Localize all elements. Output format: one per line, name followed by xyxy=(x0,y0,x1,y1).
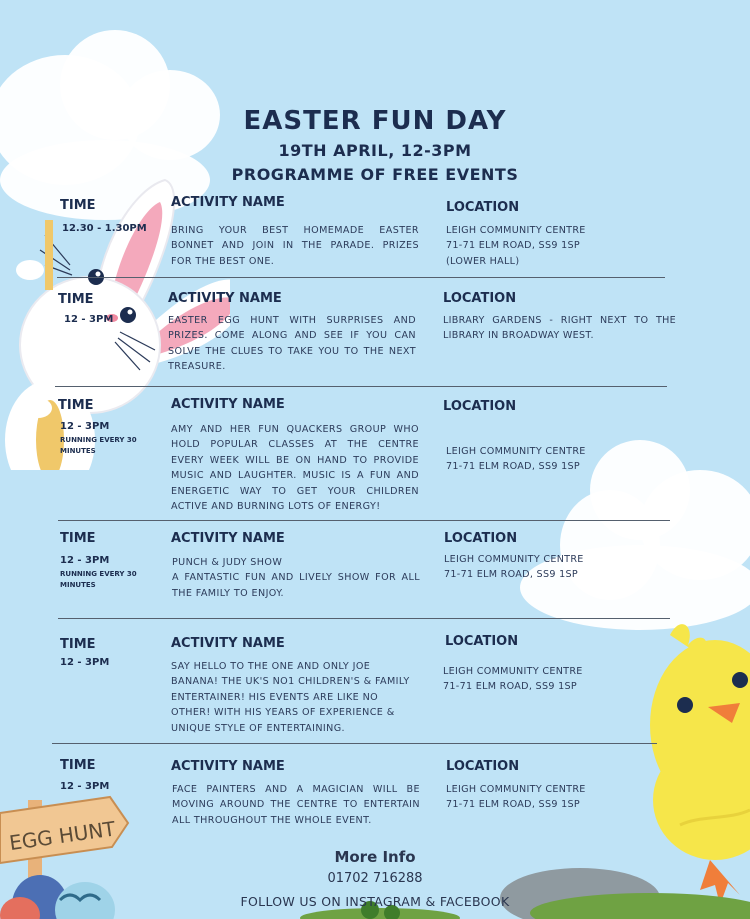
activity-header: ACTIVITY NAME xyxy=(171,397,285,412)
event-description: EASTER EGG HUNT WITH SURPRISES AND PRIZES. COME ALONG AND SEE IF YOU CAN SOLVE THE CLUES TO TAKE YOU TO THE NEXT TREASURE. xyxy=(168,315,416,373)
event-time: 12 - 3PM xyxy=(60,421,110,432)
location-header: LOCATION xyxy=(445,634,519,649)
activity-header: ACTIVITY NAME xyxy=(171,759,285,774)
activity-header: ACTIVITY NAME xyxy=(171,636,285,651)
phone-number[interactable]: 01702 716288 xyxy=(327,871,423,886)
event-description: SAY HELLO TO THE ONE AND ONLY JOE BANANA! THE UK'S NO1 CHILDREN'S & FAMILY ENTERTAINER! HIS EVENTS ARE LIKE NO OTHER! WITH HIS YEARS OF EXPERIENCE & UNIQUE STYLE OF ENTERTAINING. xyxy=(171,661,410,734)
location-header: LOCATION xyxy=(446,200,520,215)
event-description: AMY AND HER FUN QUACKERS GROUP WHO HOLD POPULAR CLASSES AT THE CENTRE EVERY WEEK WILL BE ON HAND TO PROVIDE MUSIC AND LAUGHTER. MUSIC IS A FUN AND ENERGETIC WAY TO GET YOUR CHILDREN ACTIVE AND BURNING LOTS OF ENERGY! xyxy=(171,424,419,513)
location-header: LOCATION xyxy=(443,291,517,306)
event-description: PUNCH & JUDY SHOW A FANTASTIC FUN AND LIVELY SHOW FOR ALL THE FAMILY TO ENJOY. xyxy=(172,557,420,599)
time-header: TIME xyxy=(60,198,96,213)
activity-header: ACTIVITY NAME xyxy=(171,195,285,210)
event-location: LEIGH COMMUNITY CENTRE 71-71 ELM ROAD, SS9 1SP xyxy=(443,666,583,693)
time-header: TIME xyxy=(60,758,96,773)
event-note: RUNNING EVERY 30 MINUTES xyxy=(60,570,137,589)
location-header: LOCATION xyxy=(446,759,520,774)
page-subtitle: PROGRAMME OF FREE EVENTS xyxy=(231,165,519,184)
event-description: BRING YOUR BEST HOMEMADE EASTER BONNET AND JOIN IN THE PARADE. PRIZES FOR THE BEST ONE. xyxy=(171,225,419,267)
time-header: TIME xyxy=(58,292,94,307)
activity-header: ACTIVITY NAME xyxy=(171,531,285,546)
divider xyxy=(58,520,670,521)
time-header: TIME xyxy=(60,637,96,652)
event-note: RUNNING EVERY 30 MINUTES xyxy=(60,436,137,455)
more-info-heading: More Info xyxy=(334,848,416,866)
event-location: LEIGH COMMUNITY CENTRE 71-71 ELM ROAD, SS9 1SP (LOWER HALL) xyxy=(446,225,586,267)
social-follow-text: FOLLOW US ON INSTAGRAM & FACEBOOK xyxy=(240,894,510,909)
event-location: LEIGH COMMUNITY CENTRE 71-71 ELM ROAD, SS9 1SP xyxy=(444,554,584,581)
location-header: LOCATION xyxy=(444,531,518,546)
event-time: 12 - 3PM xyxy=(60,657,110,668)
location-header: LOCATION xyxy=(443,399,517,414)
page-title: EASTER FUN DAY xyxy=(243,106,507,136)
event-time: 12 - 3PM xyxy=(60,781,110,792)
event-location: LIBRARY GARDENS - RIGHT NEXT TO THE LIBRARY IN BROADWAY WEST. xyxy=(443,315,676,342)
grass xyxy=(300,858,750,919)
event-location: LEIGH COMMUNITY CENTRE 71-71 ELM ROAD, SS9 1SP xyxy=(446,446,586,473)
event-description: FACE PAINTERS AND A MAGICIAN WILL BE MOVING AROUND THE CENTRE TO ENTERTAIN ALL THROUGHOUT THE WHOLE EVENT. xyxy=(172,784,420,826)
activity-header: ACTIVITY NAME xyxy=(168,291,282,306)
divider xyxy=(57,277,665,278)
time-header: TIME xyxy=(58,398,94,413)
event-time: 12 - 3PM xyxy=(64,314,114,325)
event-time: 12 - 3PM xyxy=(60,555,110,566)
time-header: TIME xyxy=(60,531,96,546)
event-date: 19TH APRIL, 12-3PM xyxy=(278,141,472,160)
divider xyxy=(58,618,670,619)
event-location: LEIGH COMMUNITY CENTRE 71-71 ELM ROAD, SS9 1SP xyxy=(446,784,586,811)
easter-egg xyxy=(0,860,140,919)
event-time: 12.30 - 1.30PM xyxy=(62,223,147,234)
divider xyxy=(55,386,667,387)
egg-hunt-sign-text: EGG HUNT xyxy=(7,816,117,856)
divider xyxy=(52,743,657,744)
